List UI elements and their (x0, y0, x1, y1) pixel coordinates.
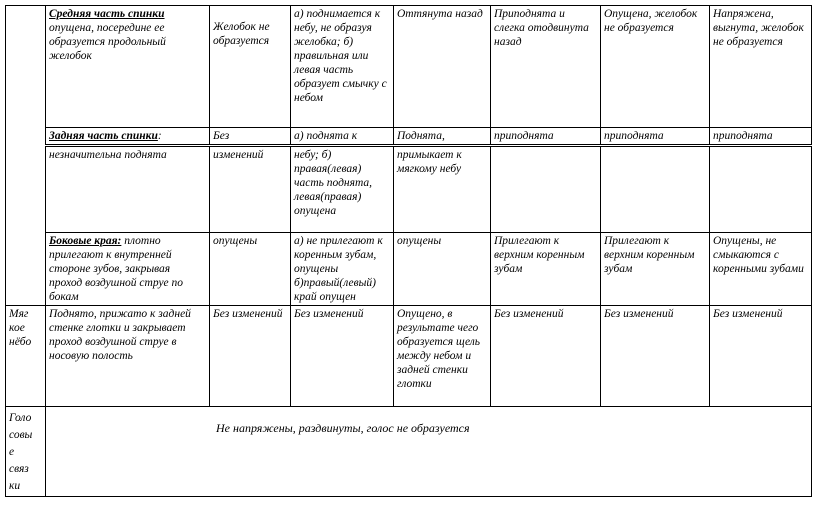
table-cell (601, 128, 710, 146)
table-cell (291, 128, 394, 146)
cell-text: Оттянута назад (397, 8, 483, 20)
table-cell (710, 6, 812, 128)
cell-heading: Боковые края: (49, 235, 122, 247)
table-cell (210, 128, 291, 146)
table-cell (210, 233, 291, 306)
table-cell (394, 6, 491, 128)
table-cell (210, 6, 291, 128)
table-cell (710, 306, 812, 407)
row-label-cell (6, 407, 46, 497)
table-cell (710, 146, 812, 233)
table-cell (491, 233, 601, 306)
cell-text: изменений (213, 149, 264, 161)
table-row (6, 306, 812, 407)
cell-text: Приподнята и слегка отодвинута назад (494, 8, 589, 48)
cell-text: примыкает к мягкому небу (397, 149, 462, 175)
cell-text: Опущены, не смыкаются с коренными зубами (713, 235, 804, 275)
table-cell (601, 146, 710, 233)
row-label: Голо совы е связ ки (9, 412, 33, 492)
cell-text: Без изменений (213, 308, 283, 320)
cell-text: приподнята (494, 130, 554, 142)
cell-text: приподнята (604, 130, 664, 142)
cell-text: а) поднята к (294, 130, 358, 142)
cell-text: Опущено, в результате чего образуется щель между небом и задней стенки глотки (397, 308, 481, 390)
cell-text: Желобок не образуется (213, 21, 270, 47)
table-cell (491, 146, 601, 233)
table-cell (491, 6, 601, 128)
table-row (6, 407, 812, 497)
cell-text: : (157, 130, 162, 142)
table-cell (601, 6, 710, 128)
cell-text: Поднято, прижато к задней стенке глотки и закрывает проход воздушной струе в носовую полость (49, 308, 191, 362)
cell-text: плотно прилегают к внутренней стороне зубов, закрывая проход воздушной струе по бокам (49, 235, 184, 303)
row-label-cell (6, 6, 46, 306)
table-cell (710, 233, 812, 306)
cell-text: Без (213, 130, 230, 142)
merged-cell (46, 407, 812, 497)
cell-text: Без изменений (494, 308, 564, 320)
table-cell (291, 233, 394, 306)
cell-text: незначительна поднята (49, 149, 167, 161)
table-cell (491, 306, 601, 407)
table-row (6, 128, 812, 146)
table-cell (601, 306, 710, 407)
cell-text: а) поднимается к небу, не образуя желобка; б) правильная или левая часть образует смычку с небом (294, 8, 387, 104)
table-row (6, 6, 812, 128)
cell-text: Без изменений (604, 308, 674, 320)
table-cell (710, 128, 812, 146)
table-cell (46, 146, 210, 233)
cell-text: Без изменений (294, 308, 364, 320)
table-cell (394, 146, 491, 233)
table-cell (291, 146, 394, 233)
table-cell (394, 306, 491, 407)
cell-text: Не напряжены, раздвинуты, голос не образуется (216, 421, 470, 435)
table-cell (210, 146, 291, 233)
table-row (6, 146, 812, 233)
cell-text: а) не прилегают к коренным зубам, опущены б)правый(левый) край опущен (294, 235, 383, 303)
table-cell (46, 6, 210, 128)
table-cell (46, 128, 210, 146)
cell-text: опущены (397, 235, 442, 247)
row-label: Мяг кое нёбо (9, 308, 32, 348)
cell-text: Прилегают к верхним коренным зубам (604, 235, 695, 275)
table-cell (46, 306, 210, 407)
table-cell (46, 233, 210, 306)
table-cell (210, 306, 291, 407)
table-cell (394, 128, 491, 146)
table-cell (291, 6, 394, 128)
table-cell (601, 233, 710, 306)
cell-text: Напряжена, выгнута, желобок не образуется (713, 8, 804, 48)
cell-text: опущена, посередине ее образуется продольный желобок (49, 22, 166, 62)
cell-text: опущены (213, 235, 258, 247)
row-label-cell (6, 306, 46, 407)
cell-heading: Задняя часть спинки (49, 130, 158, 142)
cell-text: Прилегают к верхним коренным зубам (494, 235, 585, 275)
cell-text: Опущена, желобок не образуется (604, 8, 698, 34)
table-row (6, 233, 812, 306)
cell-text: небу; б) правая(левая) часть поднята, левая(правая) опущена (294, 149, 373, 217)
articulation-table (5, 5, 812, 497)
cell-heading: Средняя часть спинки (49, 8, 165, 20)
cell-text: приподнята (713, 130, 773, 142)
table-cell (291, 306, 394, 407)
table-cell (394, 233, 491, 306)
cell-text: Поднята, (397, 130, 445, 142)
cell-text: Без изменений (713, 308, 783, 320)
table-cell (491, 128, 601, 146)
